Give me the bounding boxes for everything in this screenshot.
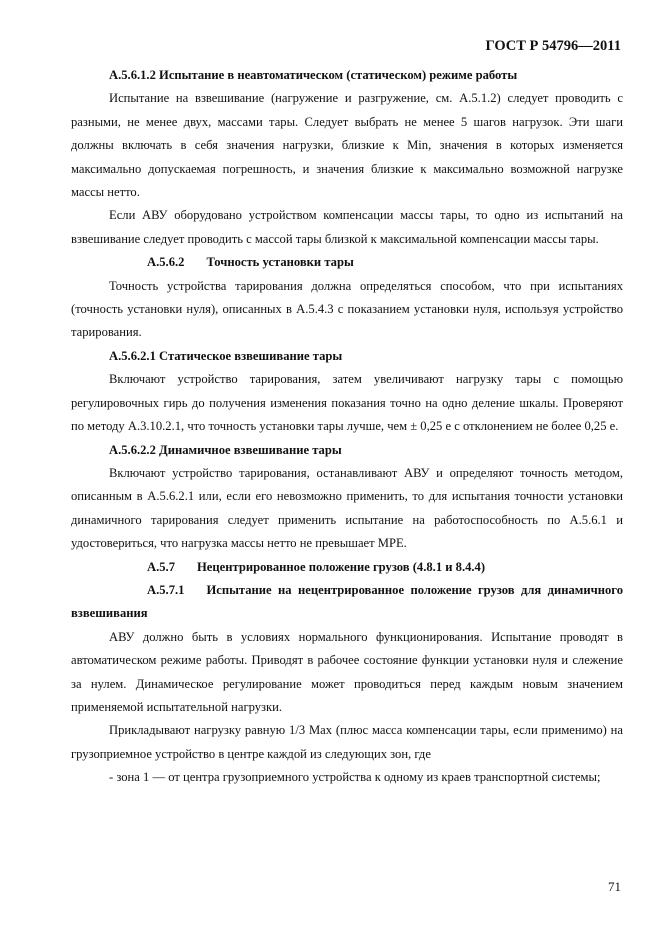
paragraph: Включают устройство тарирования, затем увеличивают нагрузку тары с помощью регулировочных гирь до получения изменения показания точно на одно деление шкалы. Проверяют по методу A.3.10.2.1, что точность установки тары лучше, чем ± 0,25 e с отклонением не более 0,25 e. [71,372,623,434]
paragraph: Точность устройства тарирования должна определяться способом, что при испытаниях (точность установки нуля), описанных в A.5.4.3 с показанием установки нуля, используя устройство тарирования. [71,278,623,340]
section-heading: A.5.6.1.2 Испытание в неавтоматическом (статическом) режиме работы [109,68,518,82]
paragraph: Прикладывают нагрузку равную 1/3 Max (плюс масса компенсации тары, если применимо) на грузоприемное устройство в центре каждой из следующих зон, где [71,723,623,761]
section-heading: A.5.6.2.1 Статическое взвешивание тары [109,348,343,363]
paragraph: Если АВУ оборудовано устройством компенсации массы тары, то одно из испытаний на взвешивание следует проводить с массой тары близкой к максимальной компенсации массы тары. [71,208,623,246]
paragraph: Включают устройство тарирования, останавливают АВУ и определяют точность методом, описанным в A.5.6.2.1 или, если его невозможно применить, то для испытания точности установки динамичного тарирования следует применить испытание на работоспособность по A.5.6.1 и удостовериться, что нагрузка массы нетто не превышает МРЕ. [71,465,623,551]
page-number: 71 [608,879,621,894]
section-heading: A.5.7 Нецентрированное положение грузов (4.8.1 и 8.4.4) [147,559,486,574]
paragraph: Испытание на взвешивание (нагружение и разгружение, см. A.5.1.2) следует проводить с разными, не менее двух, массами тары. Следует выбрать не менее 5 шагов нагрузок. Эти шаги должны включать в себя значения нагрузки, близкие к Min, значения в которых изменяется максимально допускаемая погрешность, и значения близкие к максимально возможной нагрузке массы нетто. [71,91,623,200]
paragraph: АВУ должно быть в условиях нормального функционирования. Испытание проводят в автоматическом режиме работы. Приводят в рабочее состояние функции установки нуля и слежение за нулем. Динамическое регулирование может проводиться перед каждым новым значением применяемой испытательной нагрузки. [71,629,623,714]
document-body [71,64,623,790]
section-heading: A.5.6.2 Точность установки тары [147,255,354,270]
section-heading: A.5.6.2.2 Динамичное взвешивание тары [109,442,342,457]
section-heading: A.5.7.1 Испытание на нецентрированное положение грузов для динамичного взвешивания [71,582,623,621]
document-id-header: ГОСТ Р 54796—2011 [485,38,621,54]
list-item: - зона 1 — от центра грузоприемного устройства к одному из краев транспортной системы; [109,770,601,785]
